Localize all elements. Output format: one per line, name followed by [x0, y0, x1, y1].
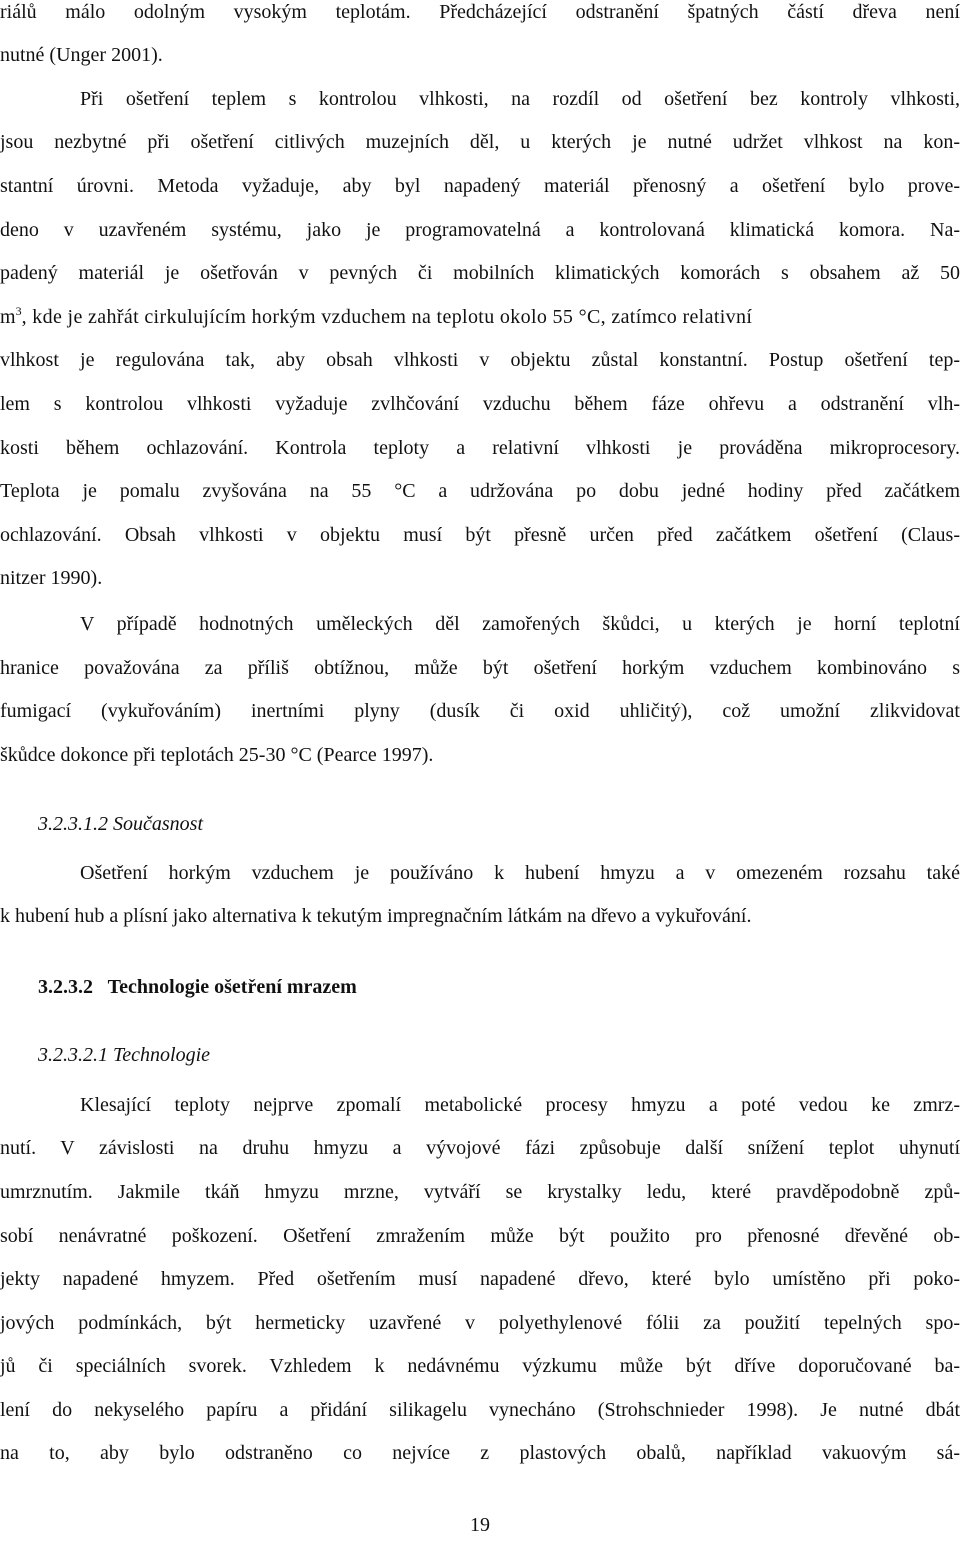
text-line: nutí. V závislosti na druhu hmyzu a vývojové fázi způsobuje další snížení teplot uhynutí	[0, 1137, 960, 1159]
text-line: lem s kontrolou vlhkosti vyžaduje zvlhčování vzduchu během fáze ohřevu a odstranění vlh-	[0, 393, 960, 415]
section-heading: 3.2.3.1.2 Současnost	[38, 813, 203, 835]
text-line: nitzer 1990).	[0, 567, 103, 589]
text-line: hranice považována za příliš obtížnou, může být ošetření horkým vzduchem kombinováno s	[0, 657, 960, 679]
text-line: nutné (Unger 2001).	[0, 44, 163, 66]
text-line: Klesající teploty nejprve zpomalí metabolické procesy hmyzu a poté vedou ke zmrz-	[80, 1094, 960, 1116]
text-line: fumigací (vykuřováním) inertními plyny (dusík či oxid uhličitý), což umožní zlikvidovat	[0, 700, 960, 722]
text-line: jsou nezbytné při ošetření citlivých muzejních děl, u kterých je nutné udržet vlhkost na kon-	[0, 131, 960, 153]
text-line: ochlazování. Obsah vlhkosti v objektu musí být přesně určen před začátkem ošetření (Claus-	[0, 524, 960, 546]
text-line: kosti během ochlazování. Kontrola teploty a relativní vlhkosti je prováděna mikroprocesory.	[0, 437, 960, 459]
text-line: jů či speciálních svorek. Vzhledem k nedávnému výzkumu může být dříve doporučované ba-	[0, 1355, 960, 1377]
section-heading: 3.2.3.2 Technologie ošetření mrazem	[38, 976, 357, 998]
text-line: k hubení hub a plísní jako alternativa k tekutým impregnačním látkám na dřevo a vykuřování.	[0, 905, 752, 927]
text-line: jekty napadené hmyzem. Před ošetřením musí napadené dřevo, které bylo umístěno při poko-	[0, 1268, 960, 1290]
text-line: padený materiál je ošetřován v pevných či mobilních klimatických komorách s obsahem až 50	[0, 262, 960, 284]
text-line: deno v uzavřeném systému, jako je programovatelná a kontrolovaná klimatická komora. Na-	[0, 219, 960, 241]
text-fragment: m	[0, 306, 16, 328]
text-line: jových podmínkách, být hermeticky uzavřené v polyethylenové fólii za použití tepelných spo-	[0, 1312, 960, 1334]
text-line: Ošetření horkým vzduchem je používáno k hubení hmyzu a v omezeném rozsahu také	[80, 862, 960, 884]
text-line: sobí nenávratné poškození. Ošetření zmražením může být použito pro přenosné dřevěné ob-	[0, 1225, 960, 1247]
text-fragment: , kde je zahřát cirkulujícím horkým vzduchem na teplotu okolo 55 °C, zatímco relativní	[21, 306, 753, 328]
text-line: lení do nekyselého papíru a přidání silikagelu vynecháno (Strohschnieder 1998). Je nutné dbát	[0, 1399, 960, 1421]
section-heading: 3.2.3.2.1 Technologie	[38, 1044, 211, 1066]
text-line: na to, aby bylo odstraněno co nejvíce z plastových obalů, například vakuovým sá-	[0, 1442, 960, 1464]
text-line: vlhkost je regulována tak, aby obsah vlhkosti v objektu zůstal konstantní. Postup ošetření tep-	[0, 349, 960, 371]
text-line: Teplota je pomalu zvyšována na 55 °C a udržována po dobu jedné hodiny před začátkem	[0, 480, 960, 502]
text-line: škůdce dokonce při teplotách 25-30 °C (Pearce 1997).	[0, 744, 434, 766]
text-line: stantní úrovni. Metoda vyžaduje, aby byl napadený materiál přenosný a ošetření bylo prove-	[0, 175, 960, 197]
text-line: V případě hodnotných uměleckých děl zamořených škůdci, u kterých je horní teplotní	[80, 613, 960, 635]
text-line-with-superscript	[0, 305, 960, 329]
page-number: 19	[470, 1514, 490, 1536]
text-line: riálů málo odolným vysokým teplotám. Předcházející odstranění špatných částí dřeva není	[0, 1, 960, 23]
text-line: umrznutím. Jakmile tkáň hmyzu mrzne, vytváří se krystalky ledu, které pravděpodobně způ-	[0, 1181, 960, 1203]
superscript: 3	[15, 304, 22, 318]
text-line: Při ošetření teplem s kontrolou vlhkosti, na rozdíl od ošetření bez kontroly vlhkosti,	[80, 88, 960, 110]
